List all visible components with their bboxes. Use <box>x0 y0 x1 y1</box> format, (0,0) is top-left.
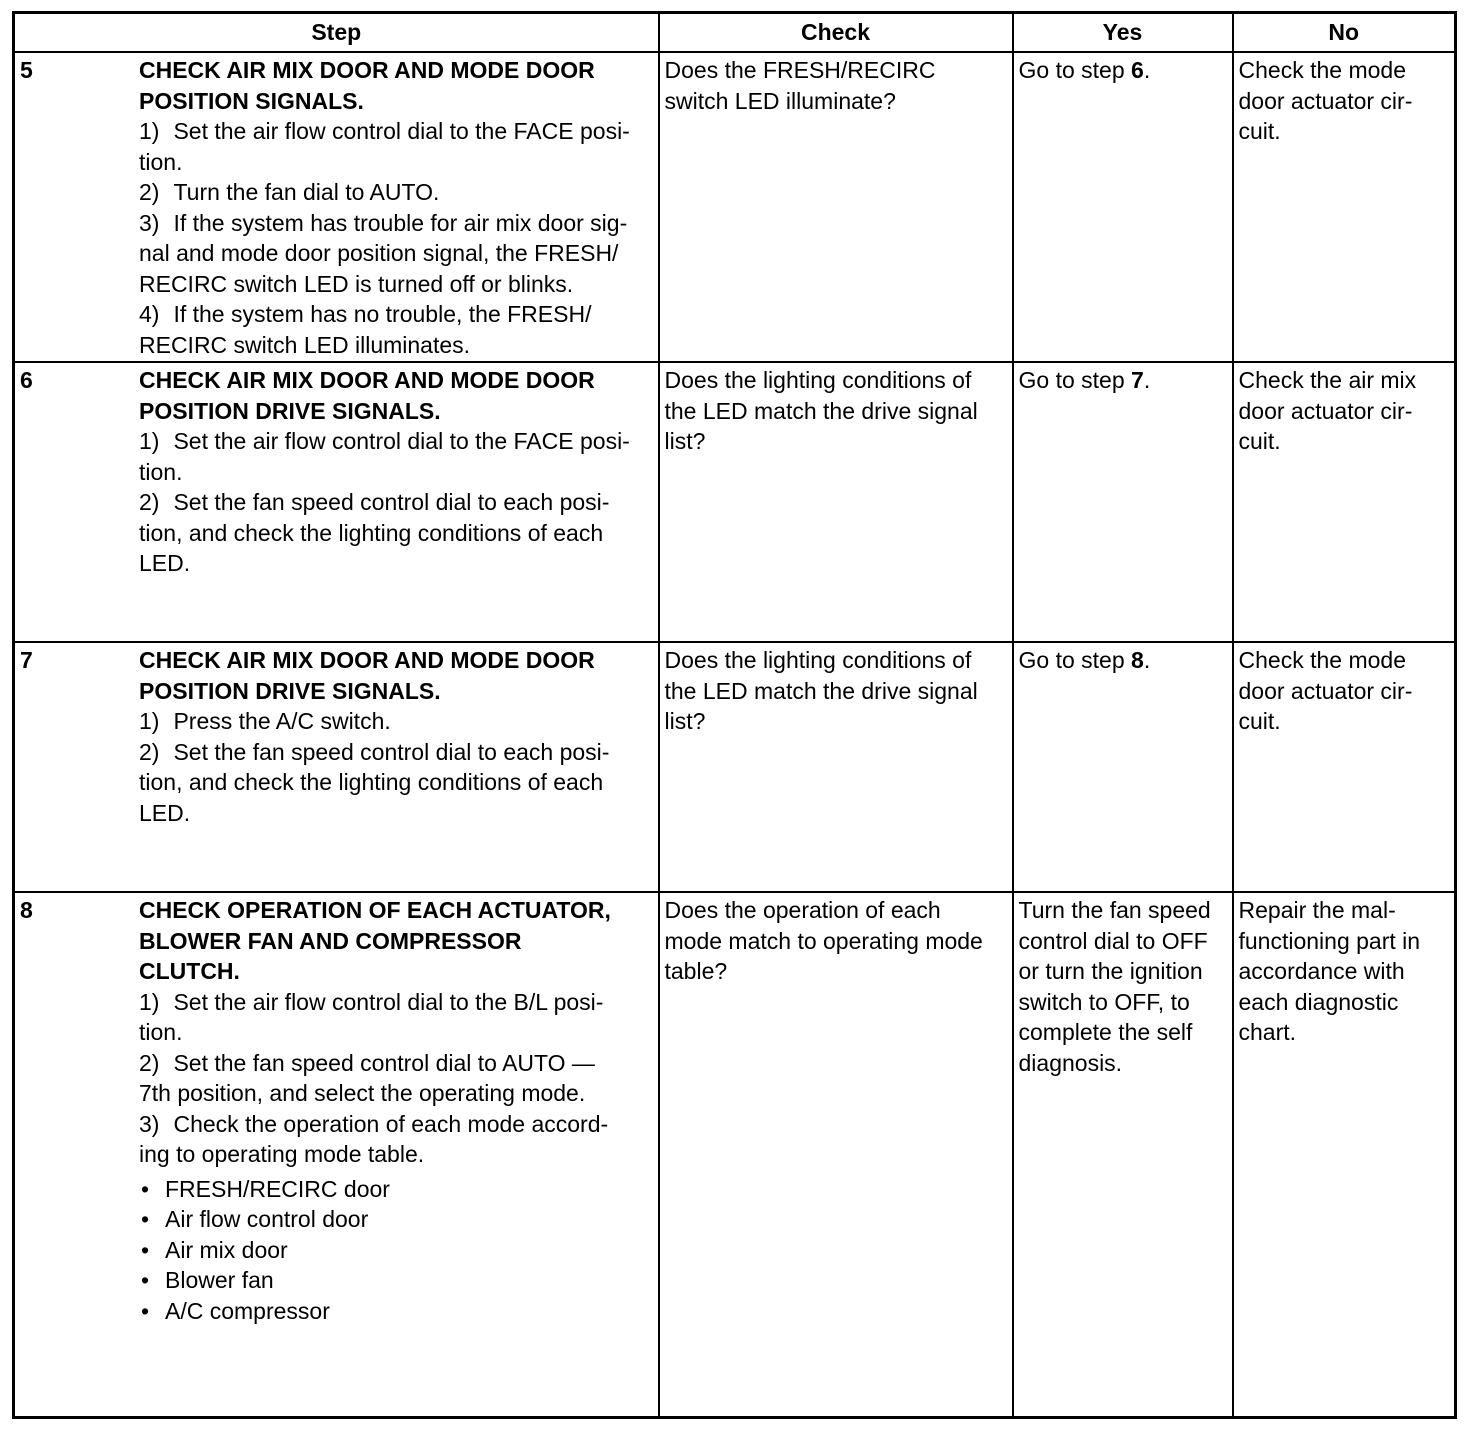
step-title: CLUTCH. <box>139 958 240 984</box>
table-row <box>14 362 1456 642</box>
check-cell: Does the lighting conditions of the LED match the drive signal list? <box>659 642 1013 892</box>
step-number: 6 <box>20 367 33 393</box>
no-cell: Check the mode door actuator cir- cuit. <box>1233 52 1456 362</box>
list-item: • FRESH/RECIRC door <box>139 1174 653 1205</box>
bullet-icon: • <box>141 1206 150 1232</box>
step-title: POSITION DRIVE SIGNALS. <box>139 677 441 704</box>
step-instruction: tion. <box>139 1019 183 1045</box>
step-instruction: tion, and check the lighting conditions of each <box>139 519 604 546</box>
yes-cell: Turn the fan speed control dial to OFF or turn the ignition switch to OFF, to complete the self diagnosis. <box>1013 892 1233 1418</box>
bullet-list <box>139 1174 653 1327</box>
step-cell <box>14 362 659 642</box>
step-instruction: ing to operating mode table. <box>139 1141 425 1167</box>
step-number: 8 <box>20 897 33 923</box>
step-instruction: tion, and check the lighting conditions of each <box>139 769 604 795</box>
step-cell <box>14 52 659 362</box>
header-yes: Yes <box>1013 13 1233 53</box>
step-instruction: 2) Set the fan speed control dial to AUTO — <box>139 1049 595 1076</box>
diagnostic-table <box>12 11 1457 1419</box>
step-instruction: 1) Set the air flow control dial to the B/L posi- <box>139 988 604 1015</box>
no-cell: Check the air mix door actuator cir- cuit. <box>1233 362 1456 642</box>
table-row <box>14 52 1456 362</box>
step-instruction: 1) Press the A/C switch. <box>139 708 391 734</box>
yes-cell: Go to step 8. <box>1013 642 1233 892</box>
step-title: CHECK OPERATION OF EACH ACTUATOR, <box>139 897 611 923</box>
step-title: CHECK AIR MIX DOOR AND MODE DOOR <box>139 367 595 393</box>
list-item: • A/C compressor <box>139 1296 653 1327</box>
header-no: No <box>1233 13 1456 53</box>
step-cell <box>14 642 659 892</box>
header-row <box>14 13 1456 53</box>
bullet-icon: • <box>141 1175 150 1202</box>
step-instruction: LED. <box>139 799 191 826</box>
list-item: • Air mix door <box>139 1235 653 1266</box>
step-instruction: 3) Check the operation of each mode accord- <box>139 1110 609 1137</box>
step-number: 7 <box>20 647 33 673</box>
bullet-icon: • <box>141 1297 150 1324</box>
no-cell: Repair the mal- functioning part in accordance with each diagnostic chart. <box>1233 892 1456 1418</box>
step-instruction: 2) Set the fan speed control dial to each posi- <box>139 489 610 515</box>
step-instruction: nal and mode door position signal, the FRESH/ <box>139 240 619 266</box>
step-instruction: 1) Set the air flow control dial to the FACE posi- <box>139 428 630 454</box>
step-instruction: 2) Set the fan speed control dial to each posi- <box>139 738 610 765</box>
step-title: CHECK AIR MIX DOOR AND MODE DOOR <box>139 647 595 673</box>
yes-cell: Go to step 6. <box>1013 52 1233 362</box>
list-item: • Blower fan <box>139 1265 653 1296</box>
step-instruction: tion. <box>139 148 183 175</box>
step-instruction: RECIRC switch LED is turned off or blinks. <box>139 270 574 297</box>
step-instruction: 2) Turn the fan dial to AUTO. <box>139 179 440 205</box>
check-cell: Does the FRESH/RECIRC switch LED illuminate? <box>659 52 1013 362</box>
header-check: Check <box>659 13 1013 53</box>
step-cell <box>14 892 659 1418</box>
step-instruction: 3) If the system has trouble for air mix door sig- <box>139 209 628 236</box>
yes-cell: Go to step 7. <box>1013 362 1233 642</box>
next-step-number: 6 <box>1131 57 1144 83</box>
step-instruction: 7th position, and select the operating mode. <box>139 1080 586 1106</box>
check-cell: Does the lighting conditions of the LED match the drive signal list? <box>659 362 1013 642</box>
step-instruction: RECIRC switch LED illuminates. <box>139 331 471 358</box>
step-title: CHECK AIR MIX DOOR AND MODE DOOR <box>139 57 595 83</box>
step-title: BLOWER FAN AND COMPRESSOR <box>139 927 522 954</box>
step-instruction: tion. <box>139 458 183 485</box>
no-cell: Check the mode door actuator cir- cuit. <box>1233 642 1456 892</box>
check-cell: Does the operation of each mode match to operating mode table? <box>659 892 1013 1418</box>
step-instruction: LED. <box>139 550 191 576</box>
next-step-number: 8 <box>1131 647 1144 673</box>
step-instruction: 1) Set the air flow control dial to the FACE posi- <box>139 118 630 144</box>
bullet-icon: • <box>141 1236 150 1263</box>
bullet-icon: • <box>141 1267 150 1293</box>
step-title: POSITION DRIVE SIGNALS. <box>139 397 441 424</box>
step-number: 5 <box>20 57 33 83</box>
table-row <box>14 892 1456 1418</box>
next-step-number: 7 <box>1131 367 1144 393</box>
step-title: POSITION SIGNALS. <box>139 87 364 114</box>
step-instruction: 4) If the system has no trouble, the FRESH/ <box>139 301 592 327</box>
list-item: • Air flow control door <box>139 1204 653 1235</box>
table-row <box>14 642 1456 892</box>
header-step: Step <box>14 13 659 53</box>
